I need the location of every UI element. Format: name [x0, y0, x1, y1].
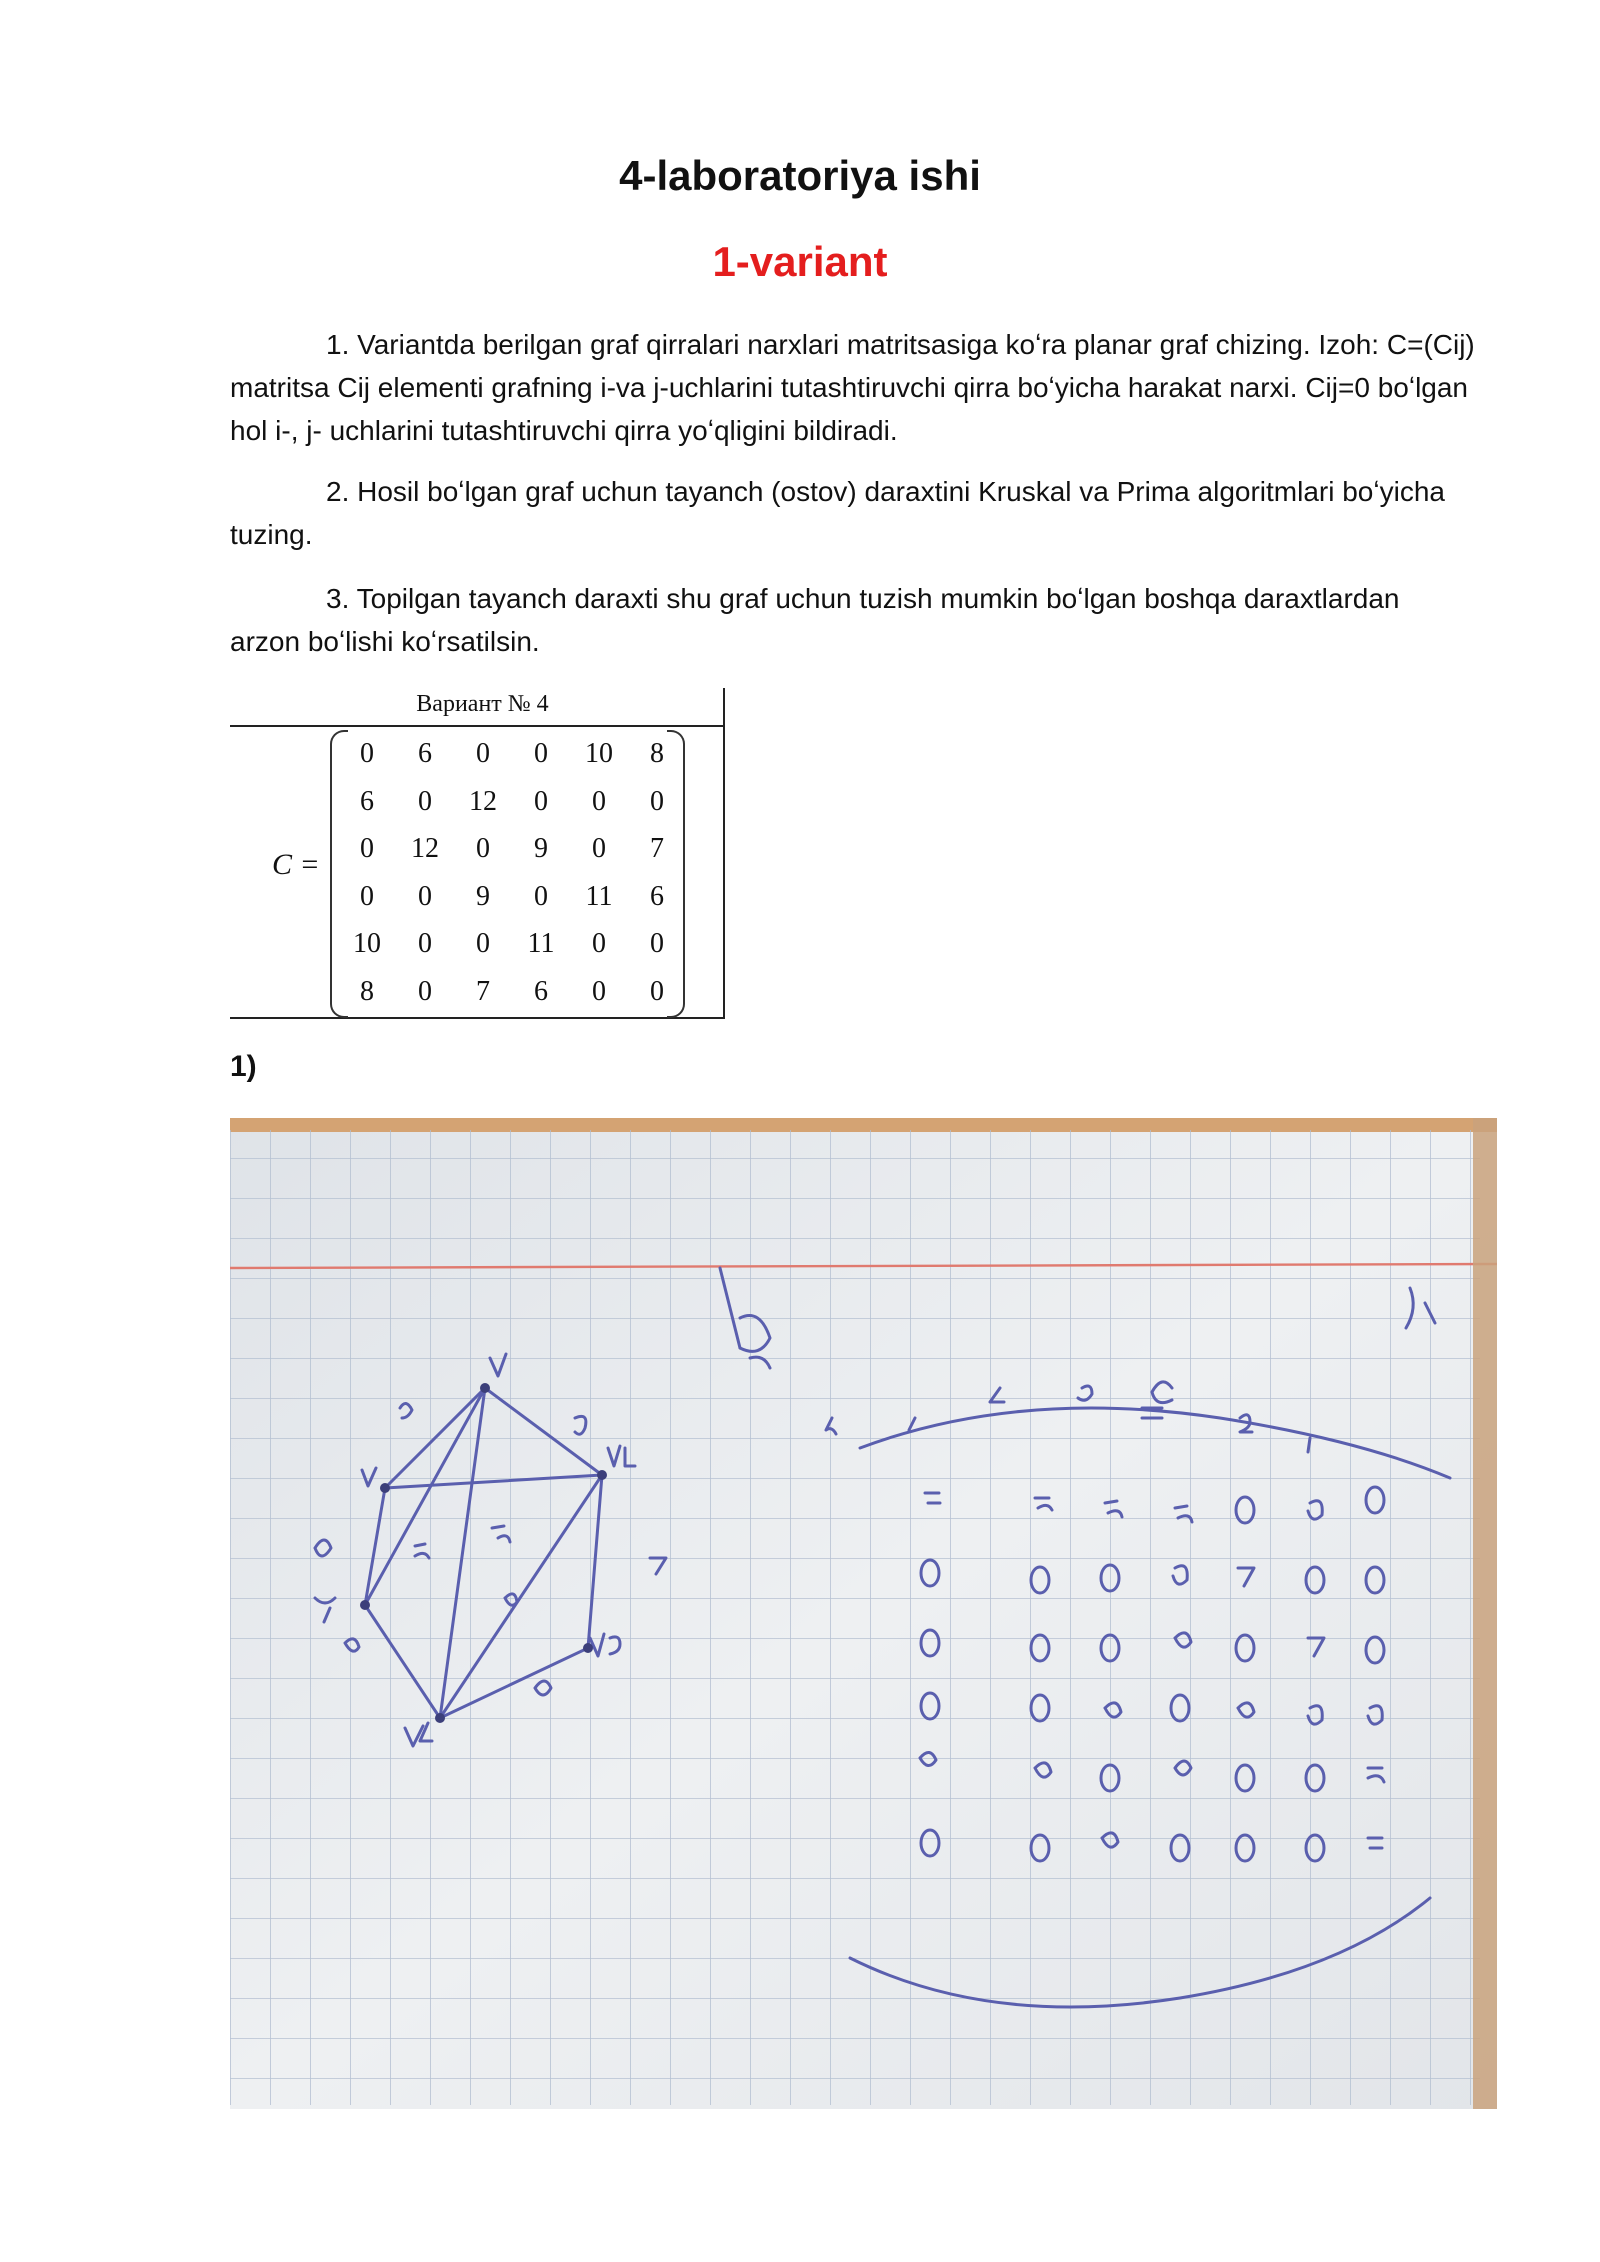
- matrix-cell: 8: [360, 975, 374, 1007]
- matrix-top-rule: [230, 725, 724, 727]
- matrix-cell: 11: [527, 928, 555, 959]
- matrix-cell: 10: [585, 738, 613, 769]
- task-paragraph-2: 2. Hosil boʻlgan graf uchun tayanch (ostov) daraxtini Kruskal va Prima algoritmlari boʻyicha tuzing.: [230, 476, 1445, 550]
- matrix-cell: 0: [592, 785, 606, 817]
- matrix-cell: 0: [476, 928, 490, 959]
- matrix-cell: 0: [418, 785, 432, 817]
- task-paragraph-1: 1. Variantda berilgan graf qirralari narxlari matritsasiga koʻra planar graf chizing. Izoh: C=(Cij) matritsa Cij elementi grafning i-va j-uchlarini tutashtiruvchi qirra boʻyicha harakat narxi. Cij=0 boʻlgan hol i-, j- uchlarini tutashtiruvchi qirra yoʻqligini bildiradi.: [230, 329, 1475, 446]
- matrix-cell: 6: [534, 975, 548, 1007]
- matrix-cell: 0: [534, 785, 548, 817]
- matrix-cell: 0: [592, 975, 606, 1007]
- matrix-cell: 0: [418, 880, 432, 912]
- variant-heading: 1-variant: [712, 238, 888, 285]
- matrix-cell: 0: [650, 928, 664, 959]
- document-title: 4-laboratoriya ishi: [619, 152, 981, 199]
- matrix-cell: 0: [360, 738, 374, 769]
- matrix-bottom-rule: [230, 1017, 724, 1019]
- notebook-photo: [230, 1118, 1497, 2109]
- matrix-lhs-label: C =: [272, 848, 320, 881]
- matrix-cell: 12: [469, 785, 497, 817]
- matrix-cell: 9: [534, 833, 548, 864]
- matrix-cell: 12: [411, 833, 439, 864]
- matrix-caption: Вариант № 4: [416, 691, 549, 717]
- matrix-cell: 0: [534, 880, 548, 912]
- matrix-cells: [338, 730, 674, 1014]
- matrix-cell: 0: [650, 785, 664, 817]
- matrix-cell: 0: [476, 833, 490, 864]
- matrix-cell: 6: [418, 738, 432, 769]
- section-label: 1): [230, 1050, 257, 1083]
- task-paragraph-3: 3. Topilgan tayanch daraxti shu graf uchun tuzish mumkin boʻlgan boshqa daraxtlardan arzon boʻlishi koʻrsatilsin.: [230, 583, 1400, 657]
- matrix-cell: 0: [418, 928, 432, 959]
- matrix-cell: 11: [585, 880, 613, 912]
- matrix-cell: 0: [592, 928, 606, 959]
- matrix-cell: 6: [360, 785, 374, 817]
- cost-matrix-figure: [230, 688, 725, 1020]
- matrix-cell: 0: [476, 738, 490, 769]
- notebook-photo-drawing: [230, 1118, 1497, 2109]
- matrix-cell: 6: [650, 880, 664, 912]
- matrix-cell: 10: [353, 928, 381, 959]
- matrix-cell: 9: [476, 880, 490, 912]
- matrix-cell: 0: [534, 738, 548, 769]
- matrix-cell: 0: [592, 833, 606, 864]
- matrix-cell: 7: [476, 975, 490, 1007]
- matrix-cell: 0: [418, 975, 432, 1007]
- matrix-cell: 7: [650, 833, 664, 864]
- matrix-cell: 0: [650, 975, 664, 1007]
- matrix-right-rule: [723, 688, 725, 1019]
- matrix-cell: 8: [650, 738, 664, 769]
- matrix-cell: 0: [360, 833, 374, 864]
- matrix-cell: 0: [360, 880, 374, 912]
